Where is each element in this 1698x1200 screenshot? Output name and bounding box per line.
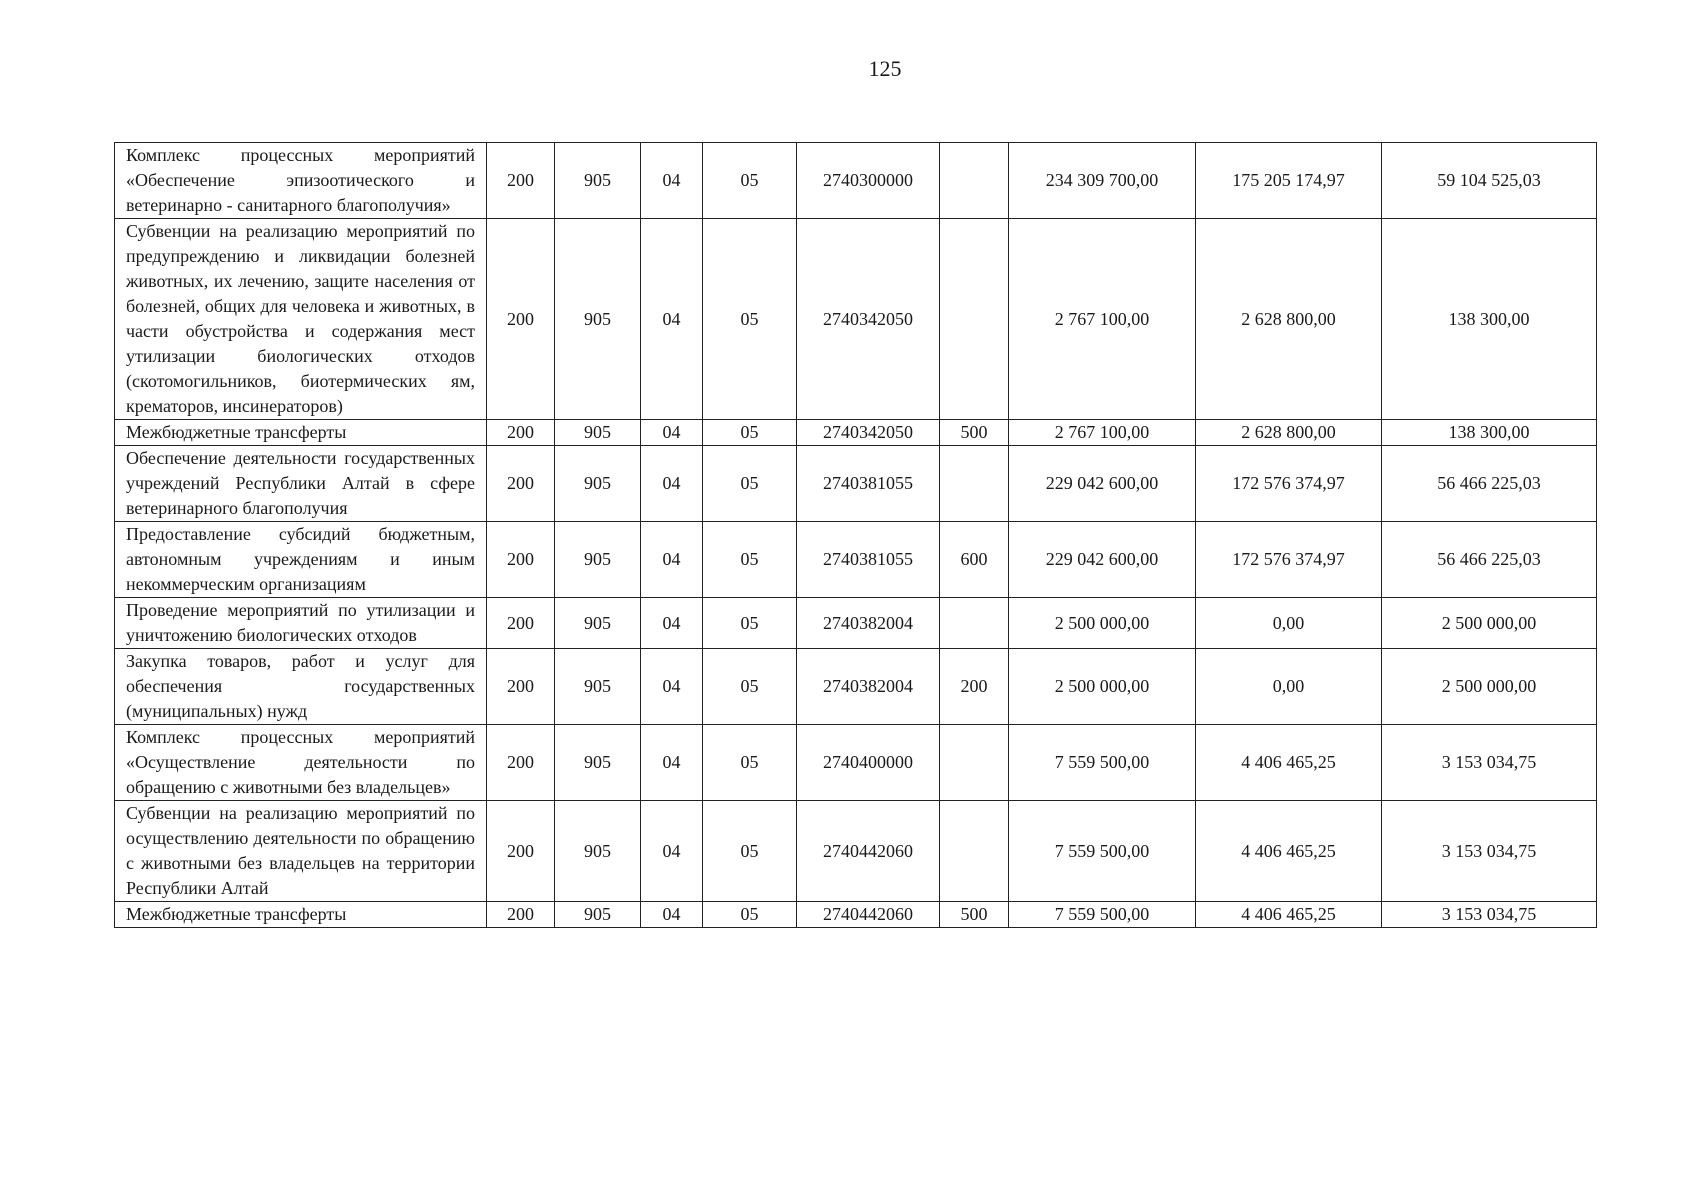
row-expense-type-cell xyxy=(940,801,1009,902)
table-body xyxy=(115,143,1597,928)
row-subsection-cell: 05 xyxy=(703,420,797,446)
row-amount-2-cell: 172 576 374,97 xyxy=(1196,446,1382,522)
row-amount-2-cell: 2 628 800,00 xyxy=(1196,420,1382,446)
row-amount-2-cell: 172 576 374,97 xyxy=(1196,522,1382,598)
table-row xyxy=(115,219,1597,420)
table-row xyxy=(115,420,1597,446)
row-code-cell: 200 xyxy=(487,446,555,522)
row-name-cell: Обеспечение деятельности государственных учреждений Республики Алтай в сфере ветеринарного благополучия xyxy=(115,446,487,522)
row-name-cell: Межбюджетные трансферты xyxy=(115,420,487,446)
row-code-cell: 200 xyxy=(487,902,555,928)
table-row xyxy=(115,801,1597,902)
row-amount-2-cell: 4 406 465,25 xyxy=(1196,801,1382,902)
row-target-article-cell: 2740400000 xyxy=(797,725,940,801)
row-amount-1-cell: 229 042 600,00 xyxy=(1009,522,1196,598)
row-section-cell: 04 xyxy=(641,598,703,649)
row-amount-3-cell: 3 153 034,75 xyxy=(1382,902,1597,928)
row-code-cell: 200 xyxy=(487,801,555,902)
row-code-cell: 200 xyxy=(487,420,555,446)
row-section-cell: 04 xyxy=(641,522,703,598)
row-expense-type-cell xyxy=(940,446,1009,522)
row-expense-type-cell: 500 xyxy=(940,902,1009,928)
row-amount-3-cell: 138 300,00 xyxy=(1382,219,1597,420)
row-ministry-code-cell: 905 xyxy=(555,725,641,801)
row-amount-1-cell: 7 559 500,00 xyxy=(1009,801,1196,902)
row-ministry-code-cell: 905 xyxy=(555,801,641,902)
table-row xyxy=(115,522,1597,598)
row-amount-2-cell: 175 205 174,97 xyxy=(1196,143,1382,219)
row-section-cell: 04 xyxy=(641,649,703,725)
table-row xyxy=(115,598,1597,649)
row-target-article-cell: 2740442060 xyxy=(797,801,940,902)
row-amount-2-cell: 4 406 465,25 xyxy=(1196,725,1382,801)
row-ministry-code-cell: 905 xyxy=(555,902,641,928)
row-amount-3-cell: 2 500 000,00 xyxy=(1382,598,1597,649)
row-target-article-cell: 2740342050 xyxy=(797,219,940,420)
row-name-cell: Проведение мероприятий по утилизации и уничтожению биологических отходов xyxy=(115,598,487,649)
row-ministry-code-cell: 905 xyxy=(555,420,641,446)
row-amount-2-cell: 2 628 800,00 xyxy=(1196,219,1382,420)
row-ministry-code-cell: 905 xyxy=(555,446,641,522)
row-name-cell: Закупка товаров, работ и услуг для обеспечения государственных (муниципальных) нужд xyxy=(115,649,487,725)
row-subsection-cell: 05 xyxy=(703,725,797,801)
row-amount-3-cell: 3 153 034,75 xyxy=(1382,801,1597,902)
row-name-cell: Комплекс процессных мероприятий «Обеспечение эпизоотического и ветеринарно - санитарного благополучия» xyxy=(115,143,487,219)
row-target-article-cell: 2740381055 xyxy=(797,522,940,598)
row-name-cell: Предоставление субсидий бюджетным, автономным учреждениям и иным некоммерческим организациям xyxy=(115,522,487,598)
row-code-cell: 200 xyxy=(487,598,555,649)
budget-table xyxy=(114,142,1597,928)
row-ministry-code-cell: 905 xyxy=(555,598,641,649)
row-amount-3-cell: 3 153 034,75 xyxy=(1382,725,1597,801)
row-amount-3-cell: 56 466 225,03 xyxy=(1382,522,1597,598)
row-name-cell: Комплекс процессных мероприятий «Осуществление деятельности по обращению с животными без владельцев» xyxy=(115,725,487,801)
row-amount-1-cell: 7 559 500,00 xyxy=(1009,902,1196,928)
row-amount-1-cell: 229 042 600,00 xyxy=(1009,446,1196,522)
row-target-article-cell: 2740382004 xyxy=(797,598,940,649)
table-row xyxy=(115,143,1597,219)
row-section-cell: 04 xyxy=(641,420,703,446)
row-expense-type-cell xyxy=(940,598,1009,649)
table-row xyxy=(115,902,1597,928)
row-subsection-cell: 05 xyxy=(703,902,797,928)
row-subsection-cell: 05 xyxy=(703,219,797,420)
row-target-article-cell: 2740381055 xyxy=(797,446,940,522)
row-target-article-cell: 2740300000 xyxy=(797,143,940,219)
row-name-cell: Субвенции на реализацию мероприятий по осуществлению деятельности по обращению с животными без владельцев на территории Республики Алтай xyxy=(115,801,487,902)
row-amount-2-cell: 4 406 465,25 xyxy=(1196,902,1382,928)
row-section-cell: 04 xyxy=(641,902,703,928)
table-row xyxy=(115,446,1597,522)
row-target-article-cell: 2740382004 xyxy=(797,649,940,725)
page-number: 125 xyxy=(868,56,902,81)
row-code-cell: 200 xyxy=(487,219,555,420)
row-amount-3-cell: 56 466 225,03 xyxy=(1382,446,1597,522)
row-expense-type-cell xyxy=(940,725,1009,801)
row-ministry-code-cell: 905 xyxy=(555,143,641,219)
row-subsection-cell: 05 xyxy=(703,522,797,598)
row-expense-type-cell xyxy=(940,143,1009,219)
row-subsection-cell: 05 xyxy=(703,649,797,725)
row-amount-1-cell: 2 500 000,00 xyxy=(1009,649,1196,725)
row-amount-2-cell: 0,00 xyxy=(1196,649,1382,725)
row-amount-1-cell: 2 500 000,00 xyxy=(1009,598,1196,649)
row-expense-type-cell: 500 xyxy=(940,420,1009,446)
row-expense-type-cell xyxy=(940,219,1009,420)
row-subsection-cell: 05 xyxy=(703,143,797,219)
row-amount-3-cell: 59 104 525,03 xyxy=(1382,143,1597,219)
row-section-cell: 04 xyxy=(641,143,703,219)
row-code-cell: 200 xyxy=(487,649,555,725)
row-amount-1-cell: 234 309 700,00 xyxy=(1009,143,1196,219)
row-name-cell: Субвенции на реализацию мероприятий по предупреждению и ликвидации болезней животных, их лечению, защите населения от болезней, общих для человека и животных, в части обустройства и содержания мест утилизации биологических отходов (скотомогильников, биотермических ям, крематоров, инсинераторов) xyxy=(115,219,487,420)
row-amount-1-cell: 2 767 100,00 xyxy=(1009,219,1196,420)
table-row xyxy=(115,649,1597,725)
row-amount-3-cell: 138 300,00 xyxy=(1382,420,1597,446)
row-amount-2-cell: 0,00 xyxy=(1196,598,1382,649)
row-target-article-cell: 2740342050 xyxy=(797,420,940,446)
row-ministry-code-cell: 905 xyxy=(555,649,641,725)
row-amount-3-cell: 2 500 000,00 xyxy=(1382,649,1597,725)
row-expense-type-cell: 200 xyxy=(940,649,1009,725)
row-subsection-cell: 05 xyxy=(703,446,797,522)
row-section-cell: 04 xyxy=(641,801,703,902)
row-section-cell: 04 xyxy=(641,219,703,420)
row-ministry-code-cell: 905 xyxy=(555,219,641,420)
row-section-cell: 04 xyxy=(641,446,703,522)
row-amount-1-cell: 7 559 500,00 xyxy=(1009,725,1196,801)
row-ministry-code-cell: 905 xyxy=(555,522,641,598)
row-code-cell: 200 xyxy=(487,725,555,801)
row-subsection-cell: 05 xyxy=(703,801,797,902)
row-code-cell: 200 xyxy=(487,143,555,219)
row-subsection-cell: 05 xyxy=(703,598,797,649)
row-name-cell: Межбюджетные трансферты xyxy=(115,902,487,928)
row-code-cell: 200 xyxy=(487,522,555,598)
row-expense-type-cell: 600 xyxy=(940,522,1009,598)
row-section-cell: 04 xyxy=(641,725,703,801)
row-amount-1-cell: 2 767 100,00 xyxy=(1009,420,1196,446)
table-row xyxy=(115,725,1597,801)
row-target-article-cell: 2740442060 xyxy=(797,902,940,928)
